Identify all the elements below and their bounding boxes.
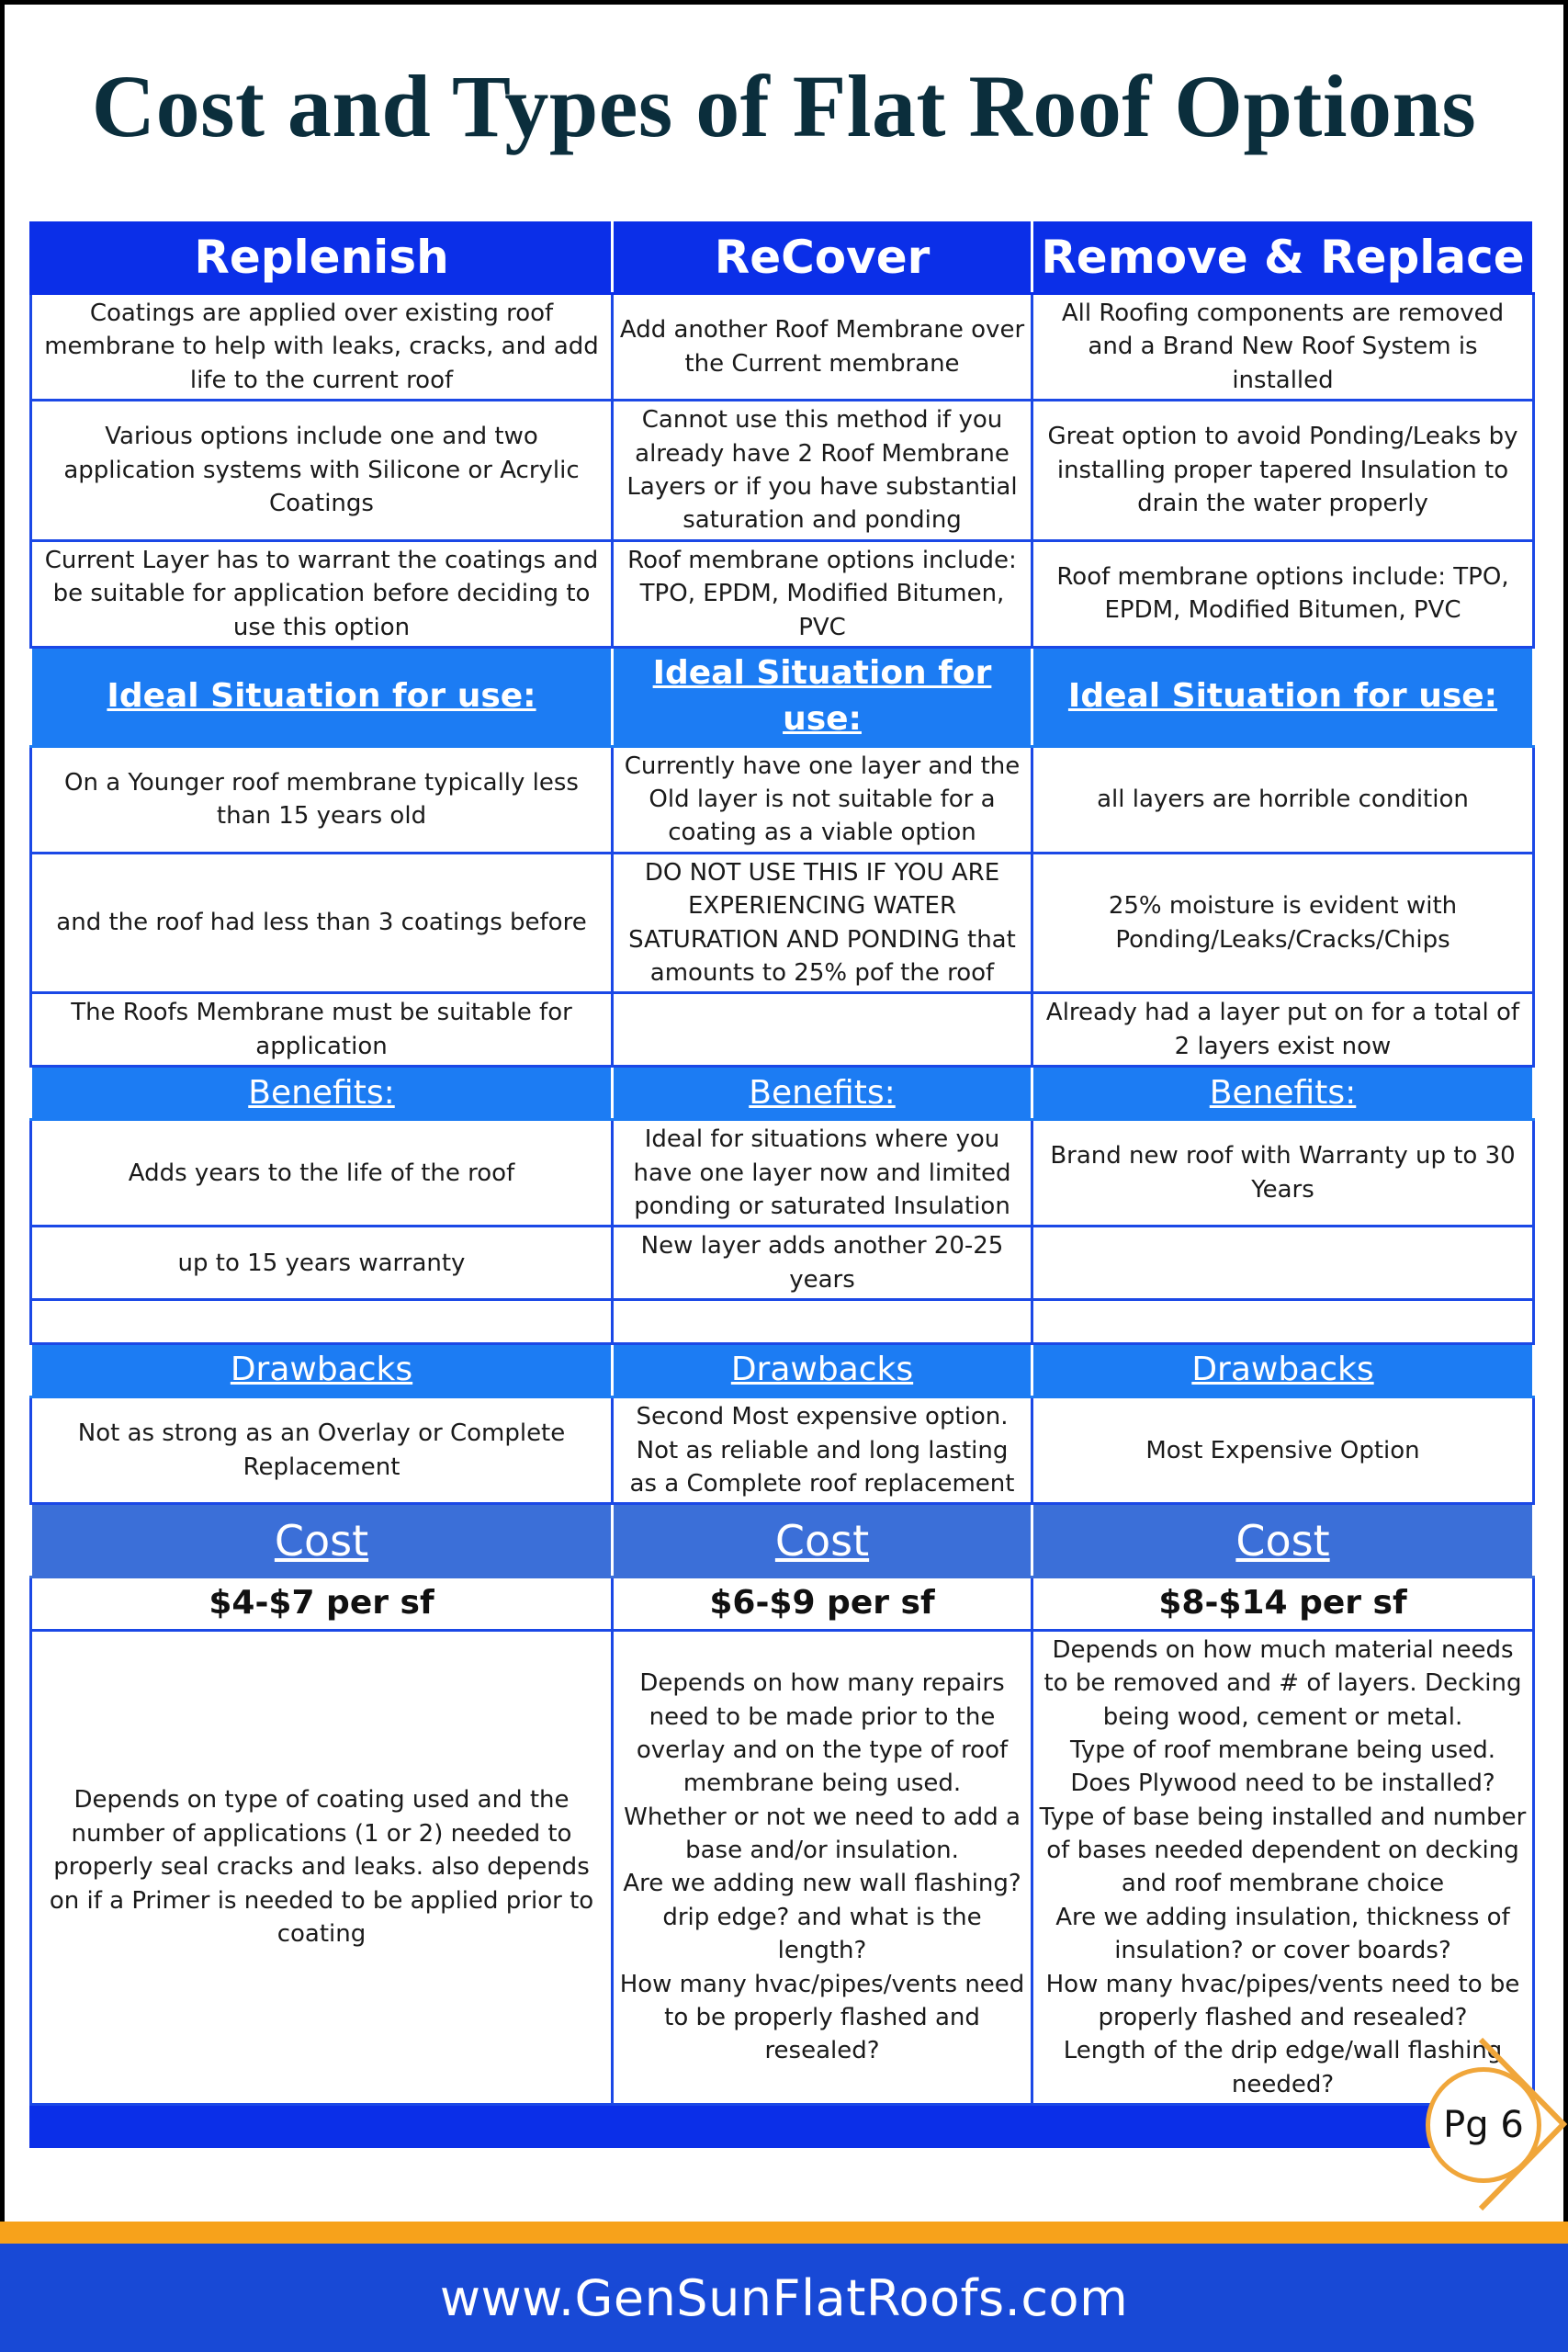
footer-website[interactable]: www.GenSunFlatRoofs.com — [0, 2244, 1568, 2352]
benefits-header-row — [31, 1067, 1534, 1120]
table-cell: DO NOT USE THIS IF YOU ARE EXPERIENCING WATER SATURATION AND PONDING that amounts to 25% pof the roof — [613, 853, 1032, 993]
cost-detail-line: Length of the drip edge/wall flashing needed? — [1063, 2037, 1503, 2098]
table-cell: Add another Roof Membrane over the Current membrane — [613, 294, 1032, 401]
cost-detail-line: How many hvac/pipes/vents need to be properly flashed and resealed? — [619, 1970, 1025, 2065]
table-cell: all layers are horrible condition — [1032, 746, 1534, 853]
cost-label: Cost — [31, 1504, 613, 1577]
benefits-label: Benefits: — [613, 1067, 1032, 1120]
table-cell: Coatings are applied over existing roof membrane to help with leaks, cracks, and add life to the current roof — [31, 294, 613, 401]
cost-detail-line: How many hvac/pipes/vents need to be properly flashed and resealed? — [1045, 1970, 1520, 2032]
table-row — [31, 540, 1534, 647]
page-title: Cost and Types of Flat Roof Options — [91, 57, 1477, 155]
table-footer-cell — [613, 2105, 1032, 2147]
table-row — [31, 1300, 1534, 1344]
cost-details-remove-replace — [1032, 1630, 1534, 2104]
cost-detail-line: Depends on how many repairs need to be made prior to the overlay and on the type of roof membrane being used. — [636, 1669, 1009, 1798]
table-cell — [613, 993, 1032, 1067]
table-header-row — [31, 220, 1534, 294]
ideal-situation-label: Ideal Situation for use: — [1032, 647, 1534, 746]
cost-detail-line: Does Plywood need to be installed? — [1070, 1770, 1495, 1798]
table-cell: up to 15 years warranty — [31, 1227, 613, 1300]
price-replenish: $4-$7 per sf — [31, 1577, 613, 1630]
table-cell: All Roofing components are removed and a Brand New Roof System is installed — [1032, 294, 1534, 401]
table-cell: Second Most expensive option. Not as reliable and long lasting as a Complete roof replacement — [613, 1397, 1032, 1504]
cost-detail-line: Are we adding new wall flashing? drip edge? and what is the length? — [623, 1870, 1021, 1965]
table-cell: Adds years to the life of the roof — [31, 1120, 613, 1227]
table-cell: Various options include one and two application systems with Silicone or Acrylic Coatings — [31, 401, 613, 541]
table-cell — [1032, 1227, 1534, 1300]
footer-accent-bar — [0, 2222, 1568, 2244]
table-footer-bar — [31, 2105, 1534, 2147]
header-remove-replace: Remove & Replace — [1032, 220, 1534, 294]
cost-detail-line: Whether or not we need to add a base and/or insulation. — [624, 1803, 1021, 1865]
ideal-situation-label: Ideal Situation for use: — [31, 647, 613, 746]
table-row — [31, 294, 1534, 401]
table-cell: Roof membrane options include: TPO, EPDM, Modified Bitumen, PVC — [613, 540, 1032, 647]
table-cell: Cannot use this method if you already have 2 Roof Membrane Layers or if you have substantial saturation and ponding — [613, 401, 1032, 541]
table-cell: 25% moisture is evident with Ponding/Leaks/Cracks/Chips — [1032, 853, 1534, 993]
table-cell: Currently have one layer and the Old layer is not suitable for a coating as a viable option — [613, 746, 1032, 853]
table-cell: Ideal for situations where you have one layer now and limited ponding or saturated Insulation — [613, 1120, 1032, 1227]
drawbacks-label: Drawbacks — [1032, 1344, 1534, 1397]
cost-detail-line: Type of base being installed and number of bases needed dependent on decking and roof membrane choice — [1039, 1803, 1527, 1898]
cost-detail-line: Depends on type of coating used and the number of applications (1 or 2) needed to properly seal cracks and leaks. also depends on if a Primer is needed to be applied prior to coating — [49, 1786, 594, 1949]
header-recover: ReCover — [613, 220, 1032, 294]
cost-details-replenish — [31, 1630, 613, 2104]
cost-label: Cost — [613, 1504, 1032, 1577]
header-replenish: Replenish — [31, 220, 613, 294]
table-cell — [31, 1300, 613, 1344]
table-cell: and the roof had less than 3 coatings before — [31, 853, 613, 993]
cost-detail-line: Depends on how much material needs to be removed and # of layers. Decking being wood, cement or metal. — [1043, 1635, 1522, 1731]
page-number-badge: Pg 6 — [1426, 2067, 1541, 2183]
table-row — [31, 401, 1534, 541]
drawbacks-label: Drawbacks — [613, 1344, 1032, 1397]
price-remove-replace: $8-$14 per sf — [1032, 1577, 1534, 1630]
drawbacks-header-row — [31, 1344, 1534, 1397]
table-cell: New layer adds another 20-25 years — [613, 1227, 1032, 1300]
table-row — [31, 1227, 1534, 1300]
table-cell: Already had a layer put on for a total of 2 layers exist now — [1032, 993, 1534, 1067]
table-row — [31, 746, 1534, 853]
benefits-label: Benefits: — [31, 1067, 613, 1120]
table-cell: Great option to avoid Ponding/Leaks by installing proper tapered Insulation to drain the water properly — [1032, 401, 1534, 541]
table-cell — [613, 1300, 1032, 1344]
table-cell: Current Layer has to warrant the coatings and be suitable for application before deciding to use this option — [31, 540, 613, 647]
cost-detail-line: Are we adding insulation, thickness of insulation? or cover boards? — [1055, 1903, 1510, 1965]
table-cell: On a Younger roof membrane typically less than 15 years old — [31, 746, 613, 853]
table-cell: Brand new roof with Warranty up to 30 Years — [1032, 1120, 1534, 1227]
price-recover: $6-$9 per sf — [613, 1577, 1032, 1630]
table-footer-cell — [31, 2105, 613, 2147]
table-cell: Not as strong as an Overlay or Complete Replacement — [31, 1397, 613, 1504]
price-row — [31, 1577, 1534, 1630]
roof-options-table — [29, 219, 1535, 2148]
table-cell — [1032, 1300, 1534, 1344]
drawbacks-label: Drawbacks — [31, 1344, 613, 1397]
table-cell: Roof membrane options include: TPO, EPDM, Modified Bitumen, PVC — [1032, 540, 1534, 647]
cost-details-recover — [613, 1630, 1032, 2104]
benefits-label: Benefits: — [1032, 1067, 1534, 1120]
cost-detail-line: Type of roof membrane being used. — [1070, 1736, 1495, 1764]
table-cell: Most Expensive Option — [1032, 1397, 1534, 1504]
roof-options-table-container — [29, 219, 1532, 2148]
table-row — [31, 1397, 1534, 1504]
ideal-situation-label: Ideal Situation for use: — [613, 647, 1032, 746]
table-row — [31, 993, 1534, 1067]
cost-label: Cost — [1032, 1504, 1534, 1577]
table-row — [31, 1120, 1534, 1227]
ideal-situation-header-row — [31, 647, 1534, 746]
cost-details-row — [31, 1630, 1534, 2104]
table-row — [31, 853, 1534, 993]
table-cell: The Roofs Membrane must be suitable for application — [31, 993, 613, 1067]
cost-header-row — [31, 1504, 1534, 1577]
